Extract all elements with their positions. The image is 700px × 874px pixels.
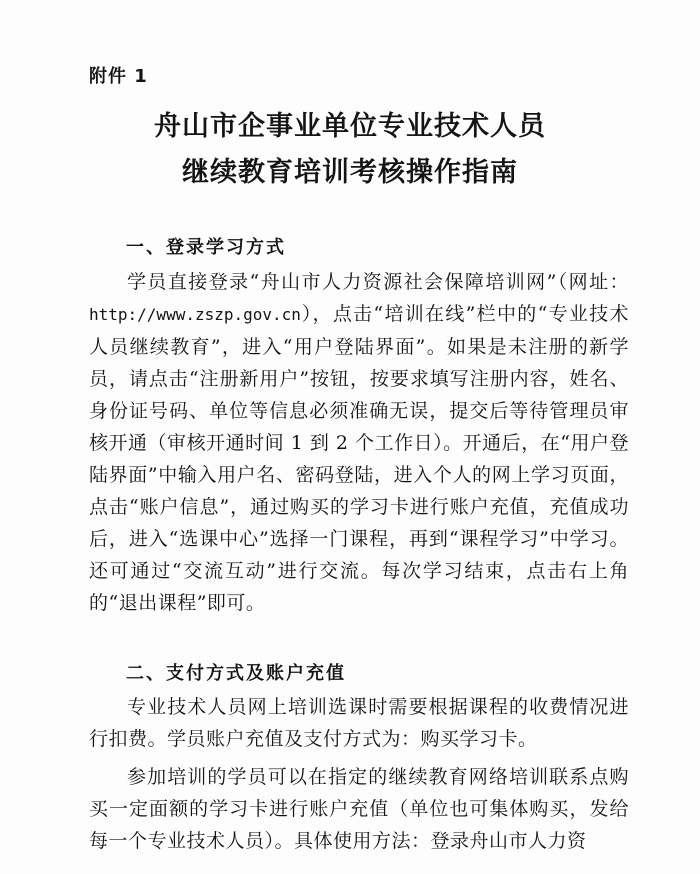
- attachment-label: 附件 1: [89, 66, 148, 87]
- section2-paragraph-1: 专业技术人员网上培训选课时需要根据课程的收费情况进行扣费。学员账户充值及支付方式为：购买学习卡。: [89, 696, 629, 750]
- website-url: http://www.zszp.gov.cn: [89, 305, 301, 324]
- section1-paragraph: [89, 266, 629, 619]
- section1-text-after-url: ），点击“培训在线”栏中的“专业技术人员继续教育”，进入“用户登陆界面”。如果是未注册的新学员，请点击“注册新用户”按钮，按要求填写注册内容，姓名、身份证号码、单位等信息必须准确无误，提交后等待管理员审核开通（审核开通时间 1 到 2 个工作日）。开通后，在“用户登陆界面”中输入用户名、密码登陆，进入个人的网上学习页面，点击“账户信息”，通过购买的学习卡进行账户充值，充值成功后，进入“选课中心”选择一门课程，再到“课程学习”中学习。还可通过“交流互动”进行交流。每次学习结束，点击右上角的“退出课程”即可。: [89, 303, 629, 614]
- section1-heading: 一、登录学习方式: [126, 237, 286, 258]
- section2-heading: 二、支付方式及账户充值: [126, 663, 346, 684]
- section2-paragraph-2: 参加培训的学员可以在指定的继续教育网络培训联系点购买一定面额的学习卡进行账户充值（单位也可集体购买，发给每一个专业技术人员）。具体使用方法：登录舟山市人力资: [89, 766, 629, 852]
- document-title-line2: 继续教育培训考核操作指南: [182, 157, 518, 188]
- section1-text-before-url: 学员直接登录“舟山市人力资源社会保障培训网”（网址：: [127, 271, 629, 293]
- document-title-line1: 舟山市企事业单位专业技术人员: [154, 111, 546, 142]
